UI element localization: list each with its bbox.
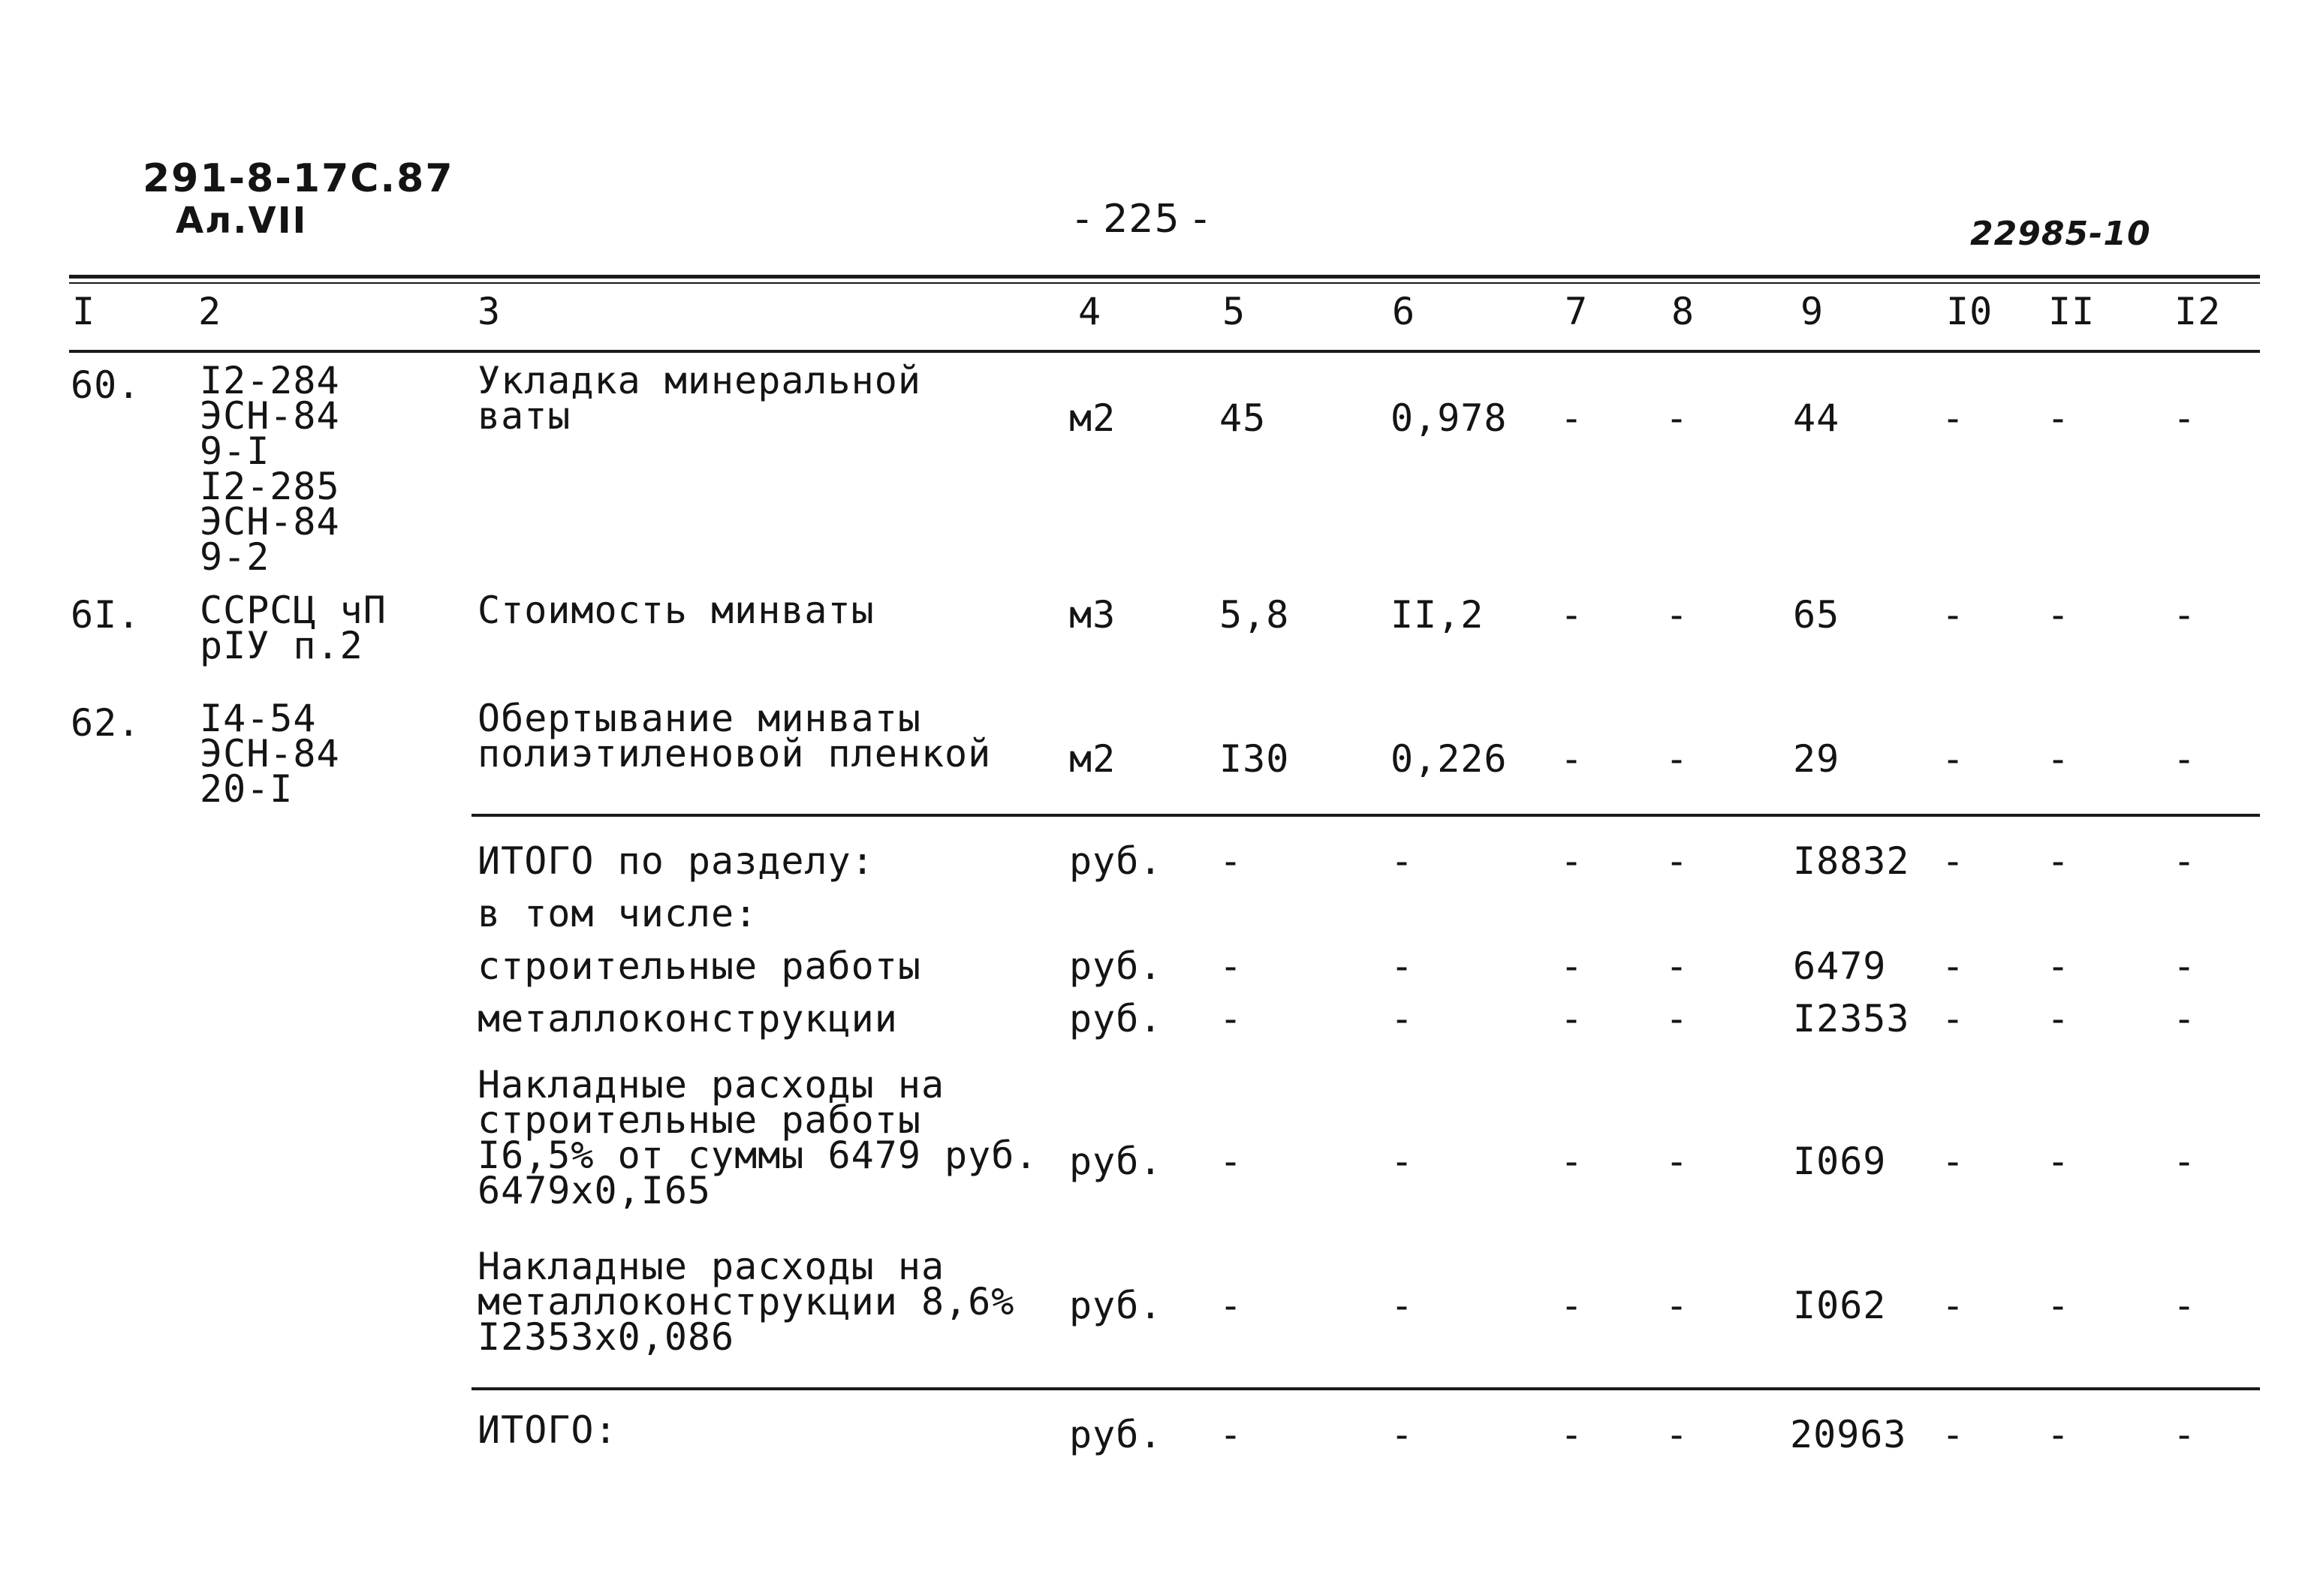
- total-cell: 6479: [1793, 944, 1887, 988]
- col7-cell: -: [1560, 737, 1584, 781]
- col11-cell: -: [2047, 593, 2071, 637]
- header-rule: [69, 350, 2260, 353]
- col-header-2: 2: [198, 290, 222, 333]
- unit-cell: руб.: [1069, 944, 1163, 988]
- col12-cell: -: [2173, 1140, 2197, 1183]
- col10-cell: -: [1942, 997, 1966, 1040]
- col6-cell: -: [1391, 1284, 1415, 1327]
- total-cell: I062: [1793, 1284, 1887, 1327]
- col10-cell: -: [1942, 593, 1966, 637]
- col8-cell: -: [1665, 997, 1689, 1040]
- overhead-metal-label: Накладные расходы на металлоконструкции 8,6% I2353x0,086: [478, 1245, 1015, 1359]
- col-header-10: I0: [1946, 290, 1993, 333]
- col10-cell: -: [1942, 1284, 1966, 1327]
- col12-cell: -: [2173, 997, 2197, 1040]
- unit-cell: руб.: [1069, 1413, 1163, 1456]
- unit-cell: руб.: [1069, 1140, 1163, 1183]
- col-header-9: 9: [1800, 290, 1824, 333]
- col10-cell: -: [1942, 839, 1966, 883]
- total-cell: 65: [1793, 593, 1840, 637]
- unit-cell: руб.: [1069, 839, 1163, 883]
- total-cell: I069: [1793, 1140, 1887, 1183]
- col-header-7: 7: [1565, 290, 1589, 333]
- col6-cell: -: [1391, 1140, 1415, 1183]
- col5-cell: -: [1219, 1413, 1243, 1456]
- col11-cell: -: [2047, 737, 2071, 781]
- col8-cell: -: [1665, 1284, 1689, 1327]
- unit-cell: м2: [1069, 737, 1116, 781]
- col-header-1: I: [72, 290, 96, 333]
- norm-code: I4-54 ЭСН-84 20-I: [200, 697, 340, 811]
- col12-cell: -: [2173, 1413, 2197, 1456]
- col5-cell: -: [1219, 997, 1243, 1040]
- overhead-construction-label: Накладные расходы на строительные работы I6,5% от суммы 6479 руб. 6479x0,I65: [478, 1063, 1038, 1212]
- col8-cell: -: [1665, 396, 1689, 440]
- col11-cell: -: [2047, 839, 2071, 883]
- norm-code: I2-284 ЭСН-84 9-I I2-285 ЭСН-84 9-2: [200, 359, 340, 579]
- unit-cell: руб.: [1069, 1284, 1163, 1327]
- col8-cell: -: [1665, 737, 1689, 781]
- document-code: 291-8-17С.87: [143, 156, 454, 201]
- col7-cell: -: [1560, 1413, 1584, 1456]
- col12-cell: -: [2173, 1284, 2197, 1327]
- col6-cell: -: [1391, 944, 1415, 988]
- col6-cell: -: [1391, 839, 1415, 883]
- col-header-11: II: [2048, 290, 2096, 333]
- col8-cell: -: [1665, 1140, 1689, 1183]
- col-header-4: 4: [1078, 290, 1102, 333]
- col10-cell: -: [1942, 1140, 1966, 1183]
- col7-cell: -: [1560, 1284, 1584, 1327]
- col11-cell: -: [2047, 944, 2071, 988]
- col12-cell: -: [2173, 737, 2197, 781]
- col7-cell: -: [1560, 997, 1584, 1040]
- col5-cell: -: [1219, 1140, 1243, 1183]
- col10-cell: -: [1942, 396, 1966, 440]
- col7-cell: -: [1560, 944, 1584, 988]
- col5-cell: -: [1219, 944, 1243, 988]
- col8-cell: -: [1665, 1413, 1689, 1456]
- col12-cell: -: [2173, 593, 2197, 637]
- registration-stamp: 22985-10: [1970, 215, 2151, 253]
- norm-code: ССРСЦ чП рIУ п.2: [200, 589, 387, 667]
- grand-total-rule: [472, 1387, 2260, 1390]
- total-cell: 29: [1793, 737, 1840, 781]
- col-header-6: 6: [1392, 290, 1416, 333]
- summary-label: металлоконструкции: [478, 997, 898, 1040]
- unit-price-cell: II,2: [1391, 593, 1484, 637]
- total-cell: 44: [1793, 396, 1840, 440]
- total-cell: 20963: [1790, 1413, 1907, 1456]
- col11-cell: -: [2047, 1284, 2071, 1327]
- row-number: 6I.: [71, 593, 141, 637]
- including-label: в том числе:: [478, 892, 758, 935]
- col7-cell: -: [1560, 1140, 1584, 1183]
- col6-cell: -: [1391, 997, 1415, 1040]
- col11-cell: -: [2047, 396, 2071, 440]
- col12-cell: -: [2173, 944, 2197, 988]
- unit-price-cell: 0,226: [1391, 737, 1508, 781]
- unit-cell: м2: [1069, 396, 1116, 440]
- col-header-3: 3: [478, 290, 502, 333]
- col7-cell: -: [1560, 396, 1584, 440]
- col8-cell: -: [1665, 839, 1689, 883]
- work-name: Обертывание минваты полиэтиленовой пленкой: [478, 697, 992, 775]
- top-rule: [69, 275, 2260, 279]
- quantity-cell: I30: [1219, 737, 1290, 781]
- col-header-8: 8: [1671, 290, 1695, 333]
- unit-price-cell: 0,978: [1391, 396, 1508, 440]
- total-cell: I8832: [1793, 839, 1910, 883]
- col7-cell: -: [1560, 839, 1584, 883]
- col8-cell: -: [1665, 944, 1689, 988]
- col12-cell: -: [2173, 396, 2197, 440]
- col8-cell: -: [1665, 593, 1689, 637]
- total-cell: I2353: [1793, 997, 1910, 1040]
- col7-cell: -: [1560, 593, 1584, 637]
- page-number: - 225 -: [1075, 197, 1208, 242]
- col6-cell: -: [1391, 1413, 1415, 1456]
- col5-cell: -: [1219, 1284, 1243, 1327]
- row-number: 62.: [71, 701, 141, 745]
- col5-cell: -: [1219, 839, 1243, 883]
- unit-cell: м3: [1069, 593, 1116, 637]
- col-header-12: I2: [2174, 290, 2222, 333]
- grand-total-label: ИТОГО:: [478, 1408, 618, 1452]
- col11-cell: -: [2047, 1413, 2071, 1456]
- col11-cell: -: [2047, 1140, 2071, 1183]
- col-header-5: 5: [1222, 290, 1246, 333]
- album-number: Ал.VII: [176, 200, 308, 242]
- top-rule-thin: [69, 282, 2260, 284]
- col11-cell: -: [2047, 997, 2071, 1040]
- summary-rule: [472, 814, 2260, 817]
- col12-cell: -: [2173, 839, 2197, 883]
- unit-cell: руб.: [1069, 997, 1163, 1040]
- col10-cell: -: [1942, 944, 1966, 988]
- work-name: Укладка минеральной ваты: [478, 359, 921, 438]
- summary-label: ИТОГО по разделу:: [478, 839, 875, 883]
- work-name: Стоимость минваты: [478, 589, 875, 632]
- quantity-cell: 5,8: [1219, 593, 1290, 637]
- quantity-cell: 45: [1219, 396, 1267, 440]
- summary-label: строительные работы: [478, 944, 921, 988]
- col10-cell: -: [1942, 737, 1966, 781]
- col10-cell: -: [1942, 1413, 1966, 1456]
- row-number: 60.: [71, 363, 141, 407]
